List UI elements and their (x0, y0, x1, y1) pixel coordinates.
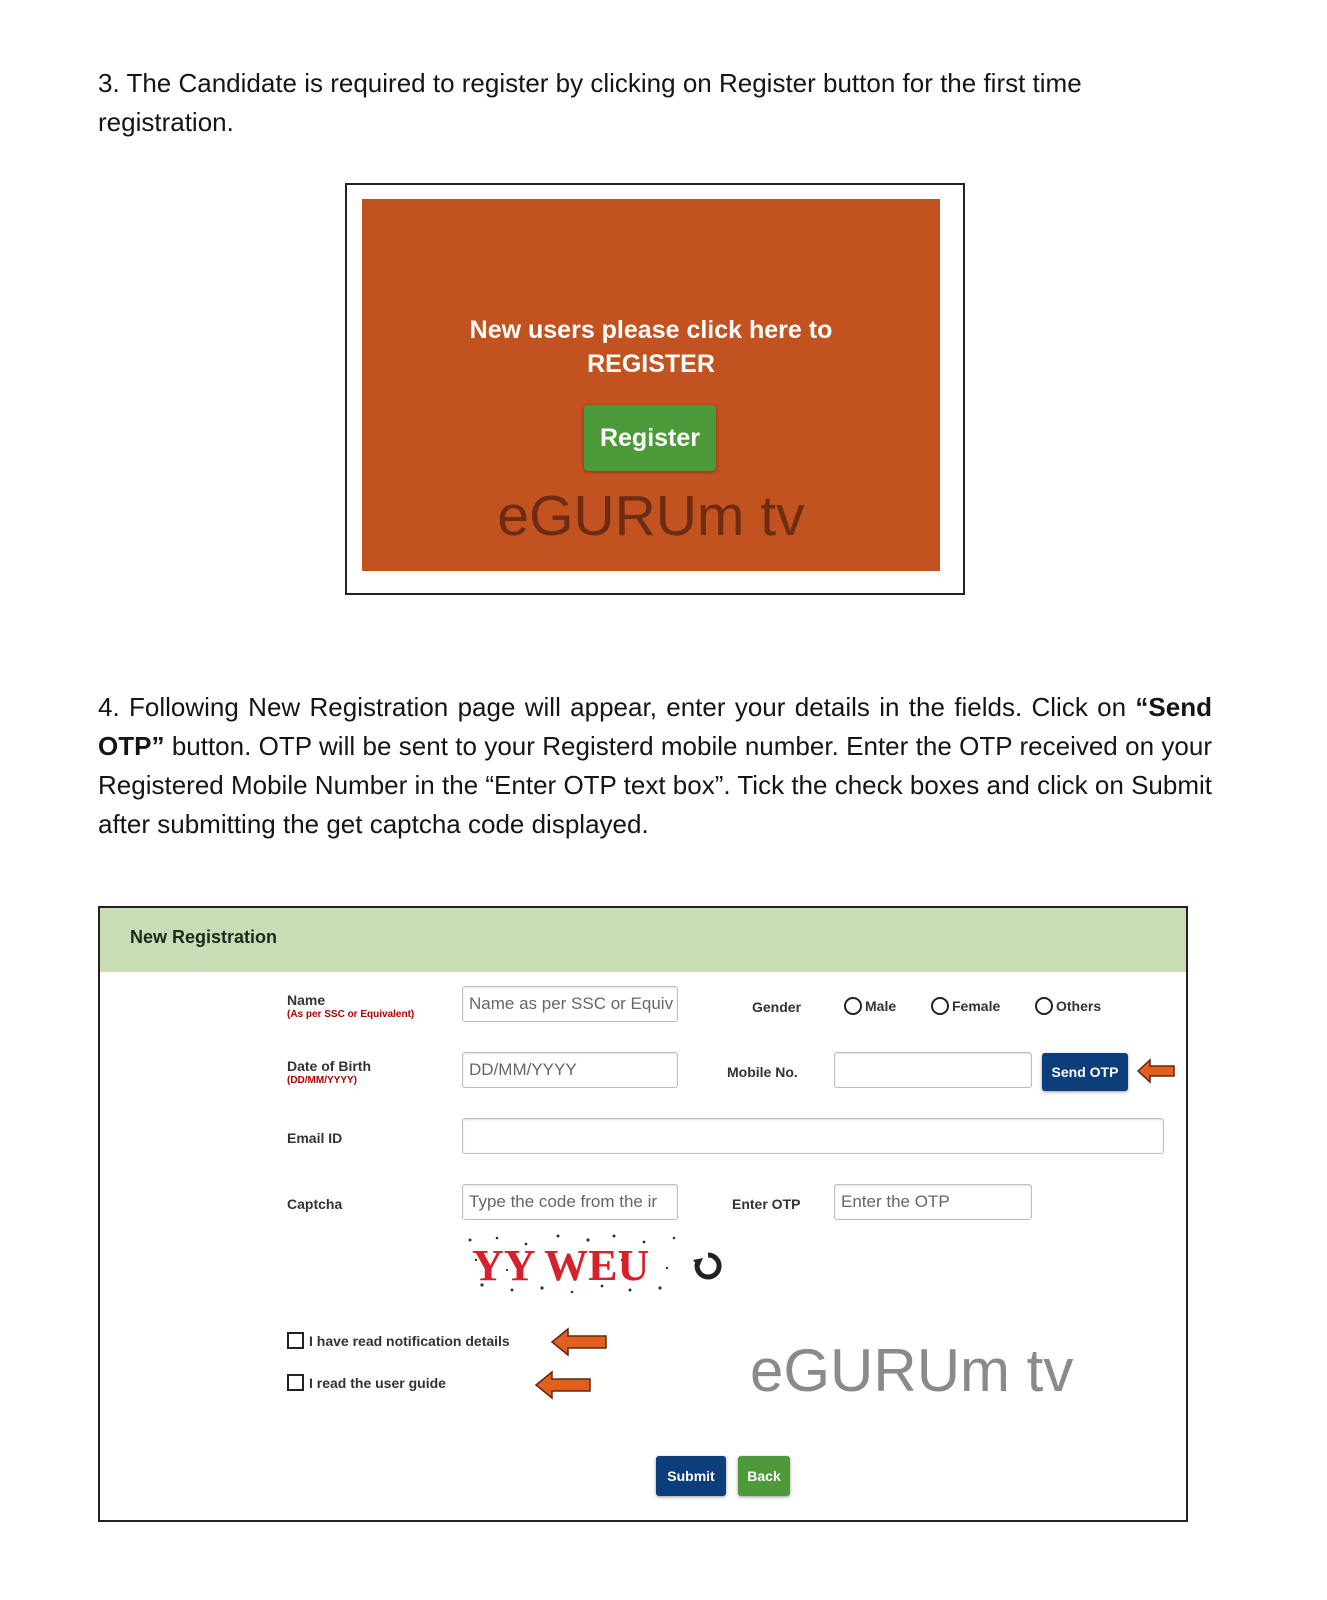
dob-label-hint: (DD/MM/YYYY) (287, 1075, 357, 1086)
notification-checkbox[interactable] (287, 1332, 304, 1349)
back-button[interactable]: Back (738, 1456, 790, 1496)
step-4-text-start: 4. Following New Registration page will appear, enter your details in the fields. Click on (98, 692, 1136, 722)
gender-option-female[interactable] (931, 997, 1000, 1015)
checkbox-notification[interactable] (287, 1332, 510, 1349)
dob-label-text: Date of Birth (287, 1058, 371, 1074)
email-input[interactable] (462, 1118, 1164, 1154)
name-label-hint: (As per SSC or Equivalent) (287, 1009, 415, 1020)
email-label: Email ID (287, 1130, 343, 1146)
dob-input[interactable]: DD/MM/YYYY (462, 1052, 678, 1088)
watermark: eGURUm tv (750, 1337, 1074, 1404)
name-input[interactable]: Name as per SSC or Equiv (462, 986, 678, 1022)
captcha-text: YY WEU (472, 1241, 650, 1290)
gender-option-male[interactable] (844, 997, 896, 1015)
female-radio-label: Female (952, 998, 1001, 1014)
gender-option-others[interactable] (1035, 997, 1101, 1015)
arrow-icon (550, 1327, 608, 1357)
others-radio-label: Others (1056, 998, 1102, 1014)
watermark: eGURUm tv (497, 484, 805, 548)
female-radio[interactable] (931, 997, 949, 1015)
male-radio[interactable] (844, 997, 862, 1015)
notification-checkbox-label: I have read notification details (309, 1332, 510, 1349)
others-radio[interactable] (1035, 997, 1053, 1015)
step-4-text-end: button. OTP will be sent to your Registerd mobile number. Enter the OTP received on your Registered Mobile Number in the “Enter OTP text box”. Tick the check boxes and click on Submit after submitting the get captcha code displayed. (98, 731, 1212, 839)
register-message: New users please click here to REGISTER (469, 316, 833, 378)
form-title: New Registration (130, 927, 278, 947)
dob-label (287, 1058, 371, 1086)
gender-label: Gender (752, 999, 802, 1015)
send-otp-button[interactable]: Send OTP (1042, 1053, 1128, 1091)
refresh-icon[interactable] (692, 1250, 724, 1282)
checkbox-user-guide[interactable] (287, 1374, 446, 1391)
form-header (100, 908, 1186, 972)
mobile-label: Mobile No. (727, 1064, 798, 1080)
name-label (287, 992, 414, 1020)
step-4-bold-send-otp: “Send OTP” (98, 692, 1212, 761)
user-guide-checkbox-label: I read the user guide (309, 1374, 446, 1391)
arrow-icon (1136, 1058, 1176, 1084)
register-screenshot-frame (345, 183, 965, 595)
arrow-icon (534, 1370, 592, 1400)
register-button[interactable]: Register (584, 405, 716, 471)
male-radio-label: Male (865, 998, 897, 1014)
mobile-input[interactable] (834, 1052, 1032, 1088)
captcha-input[interactable]: Type the code from the ir (462, 1184, 678, 1220)
step-4-instruction (98, 688, 1212, 844)
enter-otp-label: Enter OTP (732, 1196, 801, 1212)
step-3-instruction: 3. The Candidate is required to register by clicking on Register button for the first time registration. (98, 68, 1082, 137)
captcha-image (462, 1230, 680, 1296)
name-label-text: Name (287, 992, 326, 1008)
submit-button[interactable]: Submit (656, 1456, 726, 1496)
otp-input[interactable]: Enter the OTP (834, 1184, 1032, 1220)
registration-form-frame (98, 906, 1188, 1522)
user-guide-checkbox[interactable] (287, 1374, 304, 1391)
captcha-label: Captcha (287, 1196, 343, 1212)
register-panel (362, 199, 940, 571)
